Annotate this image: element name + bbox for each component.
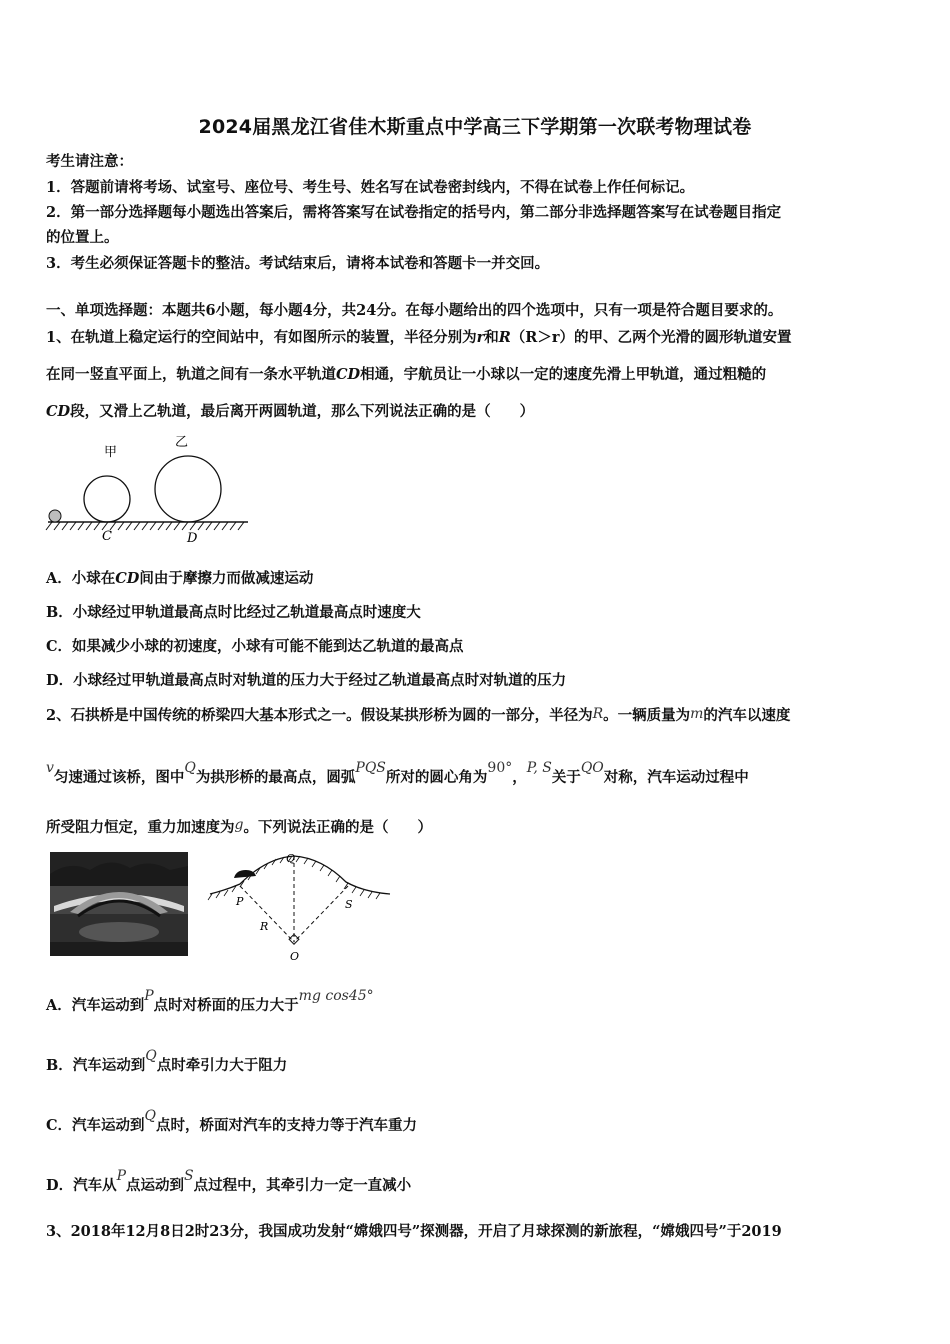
q2-symbol-angle: 90° [487,760,513,776]
q1-text: 1、在轨道上稳定运行的空间站中，有如图所示的装置，半径分别为 [46,329,477,346]
q2-text: 匀速通过该桥，图中 [53,769,185,786]
option-symbol-q: Q [144,1108,157,1124]
ground-hatching [46,522,244,530]
track-yi-circle [155,456,221,522]
radius-po [240,886,294,942]
q2-text: ， [512,769,527,786]
q2-symbol-R: R [592,706,604,722]
option-text: 点时牵引力大于阻力 [156,1057,288,1074]
q1-symbol-cd: CD [336,366,361,383]
q2-option-c[interactable] [46,1108,418,1136]
q1-option-c[interactable]: C．如果减少小球的初速度，小球有可能不能到达乙轨道的最高点 [46,638,464,655]
label-o: O [290,950,300,963]
q2-symbol-PQS: PQS [355,760,386,776]
option-symbol-q: Q [145,1048,157,1064]
q1-option-d[interactable]: D．小球经过甲轨道最高点时对轨道的压力大于经过乙轨道最高点时对轨道的压力 [46,672,567,689]
notice-item-3: 3．考生必须保证答题卡的整洁。考试结束后，请将本试卷和答题卡一并交回。 [46,255,550,272]
q1-label-yi: 乙 [175,435,189,450]
q2-text: 。下列说法正确的是（ ） [243,819,432,836]
notice-item-1: 1．答题前请将考场、试室号、座位号、考生号、姓名写在试卷密封线内，不得在试卷上作任何标记。 [46,179,695,196]
q2-text: 所对的圆心角为 [385,769,488,786]
q2-symbol-Q: Q [184,760,196,776]
q2-option-a[interactable] [46,988,374,1016]
q1-label-d: D [187,531,198,546]
q2-option-b[interactable] [46,1048,288,1076]
option-text: 点时，桥面对汽车的支持力等于汽车重力 [156,1117,418,1134]
stone-bridge-photo [50,852,188,956]
q1-symbol-r: r [476,329,485,346]
q2-symbol-v: v [46,760,54,776]
q1-text: 段，又滑上乙轨道，最后离开两圆轨道，那么下列说法正确的是（ ） [70,403,535,420]
q2-symbol-g: g [234,817,244,833]
label-q: Q [286,852,296,865]
q2-symbol-ps: P, S [526,760,552,776]
option-text: 间由于摩擦力而做减速运动 [139,570,314,587]
q2-text: 。一辆质量为 [603,707,691,724]
q1-option-a[interactable] [46,569,313,589]
q2-symbol-m: m [690,706,704,722]
option-symbol-p: P [144,988,154,1004]
q1-condition: （R＞r） [510,329,574,346]
section-heading: 一、单项选择题：本题共6小题，每小题4分，共24分。在每小题给出的四个选项中，只有一项是符合题目要求的。 [46,302,783,319]
q2-symbol-qo: QO [580,760,604,776]
option-text: C．汽车运动到 [46,1117,145,1134]
track-jia-circle [84,476,130,522]
option-symbol-s: S [184,1168,194,1184]
label-r: R [260,920,269,933]
q1-line3 [46,402,908,422]
q2-text: 为拱形桥的最高点，圆弧 [195,769,356,786]
q2-line1 [46,706,908,726]
option-text: 点运动到 [126,1177,184,1194]
option-text: 点时对桥面的压力大于 [153,997,299,1014]
option-expression: mg cos45° [298,988,374,1004]
q1-track-figure [44,428,254,548]
q1-text: 相通，宇航员让一小球以一定的速度先滑上甲轨道，通过粗糙的 [360,366,767,383]
option-text: D．汽车从 [46,1177,117,1194]
option-symbol-p: P [116,1168,126,1184]
option-symbol: CD [115,570,140,587]
q2-text: 2、石拱桥是中国传统的桥梁四大基本形式之一。假设某拱形桥为圆的一部分，半径为 [46,707,593,724]
q2-text: 对称，汽车运动过程中 [603,769,749,786]
small-ball [49,510,61,522]
notice-item-2-cont: 的位置上。 [46,229,119,246]
car-icon [234,870,256,878]
q1-symbol-R: R [498,329,511,346]
q2-text: 关于 [551,769,581,786]
q2-text: 的汽车以速度 [703,707,791,724]
radius-so [294,886,348,942]
option-text: A．小球在 [46,570,116,587]
label-p: P [236,895,244,908]
q2-line3 [46,818,908,838]
q1-option-b[interactable]: B．小球经过甲轨道最高点时比经过乙轨道最高点时速度大 [46,604,421,621]
option-text: B．汽车运动到 [46,1057,146,1074]
q1-text: 和 [484,329,499,346]
notice-item-2: 2．第一部分选择题每小题选出答案后，需将答案写在试卷指定的括号内，第二部分非选择题答案写在试卷题目指定 [46,204,782,221]
option-text: A．汽车运动到 [46,997,145,1014]
q2-option-d[interactable] [46,1168,412,1196]
page-title: 2024届黑龙江省佳木斯重点中学高三下学期第一次联考物理试卷 [198,116,752,138]
q1-symbol-cd: CD [46,403,71,420]
q1-text: 的甲、乙两个光滑的圆形轨道安置 [574,329,792,346]
label-s: S [345,898,353,911]
option-text: 点过程中，其牵引力一定一直减小 [193,1177,412,1194]
q1-line1 [46,328,908,348]
q2-arch-diagram [206,848,392,966]
q2-line2 [46,760,908,788]
q1-label-jia: 甲 [104,445,118,460]
q3-line1: 3、2018年12月8日2时23分，我国成功发射“嫦娥四号”探测器，开启了月球探测的新旅程，“嫦娥四号”于2019 [46,1223,782,1240]
q1-text: 在同一竖直平面上，轨道之间有一条水平轨道 [46,366,336,383]
q1-label-c: C [102,529,112,544]
notice-heading: 考生请注意： [46,153,133,170]
q2-text: 所受阻力恒定，重力加速度为 [46,819,235,836]
q1-line2 [46,365,908,385]
